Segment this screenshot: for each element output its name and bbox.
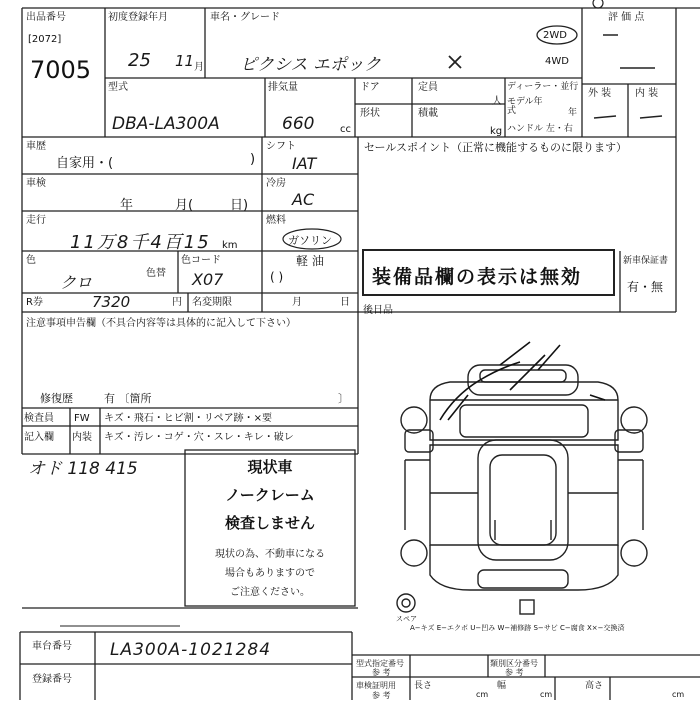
name-change-day: 日 <box>340 297 350 308</box>
first-registration-month: 11 <box>175 52 195 70</box>
color-code-label: 色コード <box>181 255 221 266</box>
width-unit: cm <box>540 690 553 699</box>
rear-seat-label: 後日品 <box>363 305 393 316</box>
repair-value: 有 〔箇所 <box>104 392 152 405</box>
category-label: 類別区分番号 <box>490 659 538 668</box>
odometer-note: オド 118 415 <box>28 459 138 479</box>
lot-number: 7005 <box>30 56 92 84</box>
entry-label: 記入欄 <box>24 432 54 443</box>
interior-items: キズ・汚レ・コゲ・穴・スレ・キレ・破レ <box>104 432 294 443</box>
color-code-value: X07 <box>192 270 224 289</box>
model-year-label: モデル年式 <box>507 97 543 116</box>
designation-label: 型式指定番号 <box>356 659 404 668</box>
history-value: 自家用・( <box>56 156 114 171</box>
load-unit: kg <box>490 126 503 137</box>
recycle-unit: 円 <box>172 297 182 308</box>
repair-close: 〕 <box>338 392 349 405</box>
shift-label: シフト <box>266 141 296 152</box>
inspection-year: 年 <box>120 198 134 213</box>
chassis-value: LA300A-1021284 <box>110 640 272 660</box>
lot-number-label: 出品番号 <box>26 12 66 23</box>
fuel-alt: 軽 油 <box>296 254 324 268</box>
stamp-line3: 検査しません <box>224 514 315 532</box>
category-ref: 参 考 <box>505 668 524 677</box>
color-change-label: 色替 <box>146 268 166 279</box>
width-label: 幅 <box>497 681 507 691</box>
mileage-unit: km <box>222 240 238 251</box>
equipment-notice: 装備品欄の表示は無効 <box>372 266 583 288</box>
mileage-value: 11万8千4百15 <box>70 232 211 253</box>
height-unit: cm <box>672 690 685 699</box>
history-close: ) <box>250 152 256 167</box>
name-change-label: 名変期限 <box>192 297 232 308</box>
capacity-unit: 人 <box>492 96 502 107</box>
stamp-line6: ご注意ください。 <box>230 587 310 598</box>
door-label: ドア <box>360 82 380 93</box>
length-unit: cm <box>476 690 489 699</box>
registration-label: 登録番号 <box>32 674 72 685</box>
inspection-label: 車検 <box>26 178 46 189</box>
inspection-month: 月( <box>175 198 194 213</box>
stamp-line1: 現状車 <box>247 458 293 476</box>
fuel-label: 燃料 <box>266 215 286 226</box>
car-damage-diagram <box>397 365 647 614</box>
fw-label: FW <box>74 413 90 424</box>
shape-label: 形状 <box>360 108 380 119</box>
handle-label: ハンドル 左・右 <box>507 124 573 134</box>
mileage-label: 走行 <box>26 215 46 226</box>
height-label: 高さ <box>585 681 604 691</box>
inspection-day: 日) <box>230 198 249 213</box>
recycle-value: 7320 <box>92 293 131 311</box>
displacement-value: 660 <box>282 114 315 134</box>
fuel-value: ガソリン <box>288 234 332 247</box>
capacity-label: 定員 <box>418 82 438 93</box>
notes-label: 注意事項申告欄（不具合内容等は具体的に記入して下さい） <box>26 318 296 329</box>
damage-legend: A−キズ E−エクボ U−凹み W−補修跡 S−サビ C−腐食 X×−交換済 <box>410 624 625 632</box>
color-value: クロ <box>60 273 93 292</box>
score-label: 評 価 点 <box>608 12 645 23</box>
exterior-label: 外 装 <box>588 88 612 99</box>
history-label: 車歴 <box>26 141 46 152</box>
drive-2wd: 2WD <box>543 30 567 41</box>
type-label: 型式 <box>108 82 128 93</box>
stamp-line5: 場合もありますので <box>225 568 315 579</box>
model-year-unit: 年 <box>568 108 578 118</box>
fw-items: キズ・飛石・ヒビ割・リペア跡・×要 <box>104 413 272 424</box>
shift-value: IAT <box>292 154 317 173</box>
recycle-label: R券 <box>26 297 43 308</box>
drive-4wd: 4WD <box>545 56 569 67</box>
first-registration-label: 初度登録年月 <box>108 12 168 23</box>
stamp-line2: ノークレーム <box>225 486 315 504</box>
model-label: 車名・グレード <box>210 12 280 23</box>
displacement-unit: cc <box>340 124 351 135</box>
designation-ref: 参 考 <box>372 668 391 677</box>
interior-label: 内 装 <box>635 88 659 99</box>
cert-ref: 参 考 <box>372 691 391 700</box>
spare-label: スペア <box>396 615 417 623</box>
warranty-label: 新車保証書 <box>623 256 669 266</box>
color-label: 色 <box>26 255 36 266</box>
ac-value: AC <box>292 190 315 209</box>
dealer-label: ディーラー・並行 <box>507 82 579 92</box>
ac-label: 冷房 <box>266 178 286 189</box>
first-registration-year: 25 <box>128 50 151 71</box>
name-change-month: 月 <box>292 297 302 308</box>
displacement-label: 排気量 <box>268 82 298 93</box>
interior-check-label: 内装 <box>72 432 92 443</box>
repair-label: 修復歴 <box>40 392 73 405</box>
warranty-value: 有・無 <box>627 280 664 294</box>
length-label: 長さ <box>414 681 433 691</box>
cert-label: 車検証明用 <box>356 681 396 690</box>
load-label: 積載 <box>418 108 438 119</box>
chassis-label: 車台番号 <box>32 641 72 652</box>
auction-code: [2072] <box>28 34 62 45</box>
type-value: DBA-LA300A <box>112 114 220 134</box>
month-unit: 月 <box>194 62 204 73</box>
sales-point-label: セールスポイント（正常に機能するものに限ります） <box>364 141 628 154</box>
stamp-line4: 現状の為、不動車になる <box>215 549 325 560</box>
inspector-label: 検査員 <box>24 413 54 424</box>
fuel-paren: ( ) <box>270 270 284 284</box>
model-name: ピクシス エポック <box>240 55 381 75</box>
